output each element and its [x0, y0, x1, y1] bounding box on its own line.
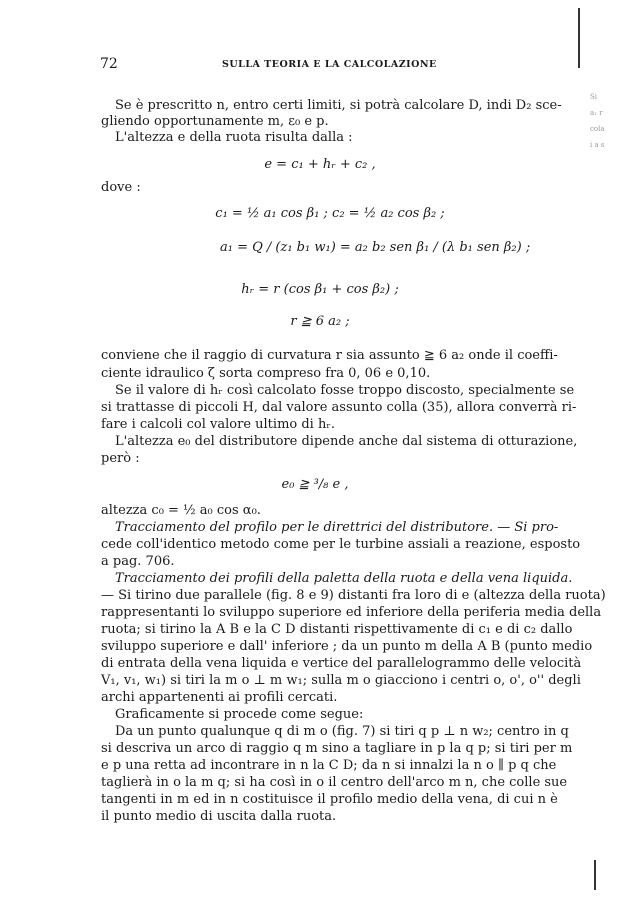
text-line: però : [101, 451, 140, 466]
text-line: Se è prescritto n, entro certi limiti, si potrà calcolare D, indi D₂ sce- [115, 98, 562, 113]
dove-label: dove : [101, 180, 141, 195]
margin-note: a₁ r [590, 109, 603, 117]
text-line: si trattasse di piccoli H, dal valore assunto colla (35), allora converrà ri- [101, 400, 577, 415]
text-line: L'altezza e₀ del distributore dipende anche dal sistema di otturazione, [115, 434, 578, 449]
text-line: altezza c₀ = ½ a₀ cos α₀. [101, 503, 261, 518]
page-number: 72 [100, 56, 118, 72]
text-line: conviene che il raggio di curvatura r sia assunto ≧ 6 a₂ onde il coeffi- [101, 348, 558, 363]
text-line: si descriva un arco di raggio q m sino a tagliare in p la q p; si tiri per m [101, 741, 573, 756]
equation-e0: e₀ ≧ ³/₈ e , [281, 477, 349, 492]
margin-note: i a s [590, 141, 605, 149]
text-line: ciente idraulico ζ sorta compreso fra 0, 06 e 0,10. [101, 366, 431, 381]
text-line: Se il valore di hᵣ così calcolato fosse troppo discosto, specialmente se [115, 383, 575, 398]
text-line: a pag. 706. [101, 554, 175, 569]
page-edge-mark [578, 8, 580, 68]
section-heading-blade-profile: Tracciamento dei profili della paletta della ruota e della vena liquida. [115, 571, 573, 586]
text-line: tangenti in m ed in n costituisce il profilo medio della vena, di cui n è [101, 792, 558, 807]
text-line: L'altezza e della ruota risulta dalla : [115, 130, 353, 145]
text-line: Da un punto qualunque q di m o (fig. 7) si tiri q p ⊥ n w₂; centro in q [115, 724, 569, 739]
text-line: rappresentanti lo sviluppo superiore ed inferiore della periferia media della [101, 605, 602, 620]
text-line: il punto medio di uscita dalla ruota. [101, 809, 337, 824]
equation-height: e = c₁ + hᵣ + c₂ , [264, 157, 376, 172]
text-line: cede coll'identico metodo come per le turbine assiali a reazione, esposto [101, 537, 581, 552]
text-line: sviluppo superiore e dall' inferiore ; da un punto m della A B (punto medio [101, 639, 593, 654]
text-line: e p una retta ad incontrare in n la C D; da n si innalzi la n o ∥ p q che [101, 758, 557, 773]
equation-r: r ≧ 6 a₂ ; [290, 314, 350, 329]
text-line: Graficamente si procede come segue: [115, 707, 364, 722]
section-heading-distributor: Tracciamento del profilo per le direttrici del distributore. — Si pro- [115, 520, 559, 535]
equation-a1: a₁ = Q / (z₁ b₁ w₁) = a₂ b₂ sen β₁ / (λ b₁ sen β₂) ; [220, 240, 531, 255]
margin-note: cola [590, 125, 605, 133]
equation-hr: hᵣ = r (cos β₁ + cos β₂) ; [241, 282, 399, 297]
page-edge-mark-bottom [594, 860, 596, 890]
text-line: gliendo opportunamente m, ε₀ e p. [101, 114, 329, 129]
text-line: ruota; si tirino la A B e la C D distanti rispettivamente di c₁ e di c₂ dallo [101, 622, 573, 637]
margin-note: Si [590, 93, 598, 101]
text-line: — Si tirino due parallele (fig. 8 e 9) distanti fra loro di e (altezza della ruota) [101, 588, 606, 603]
running-head: SULLA TEORIA E LA CALCOLAZIONE [222, 59, 437, 70]
equation-c1-c2: c₁ = ½ a₁ cos β₁ ; c₂ = ½ a₂ cos β₂ ; [215, 206, 445, 221]
text-line: di entrata della vena liquida e vertice del parallelogrammo delle velocità [101, 656, 582, 671]
text-line: archi appartenenti ai profili cercati. [101, 690, 338, 705]
text-line: fare i calcoli col valore ultimo di hᵣ. [101, 417, 335, 432]
text-line: V₁, v₁, w₁) si tiri la m o ⊥ m w₁; sulla m o giacciono i centri o, o', o'' degli [101, 673, 581, 688]
text-line: taglierà in o la m q; si ha così in o il centro dell'arco m n, che colle sue [101, 775, 568, 790]
